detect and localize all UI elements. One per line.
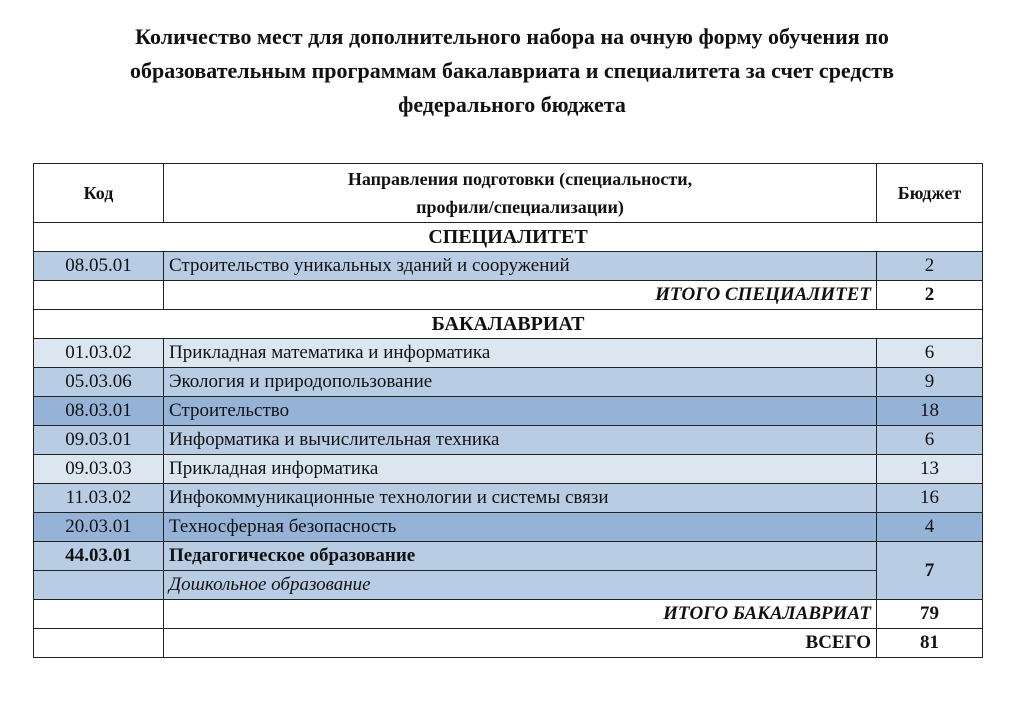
section-row-specialitet — [34, 223, 983, 252]
section-label-specialitet: СПЕЦИАЛИТЕТ — [34, 223, 983, 252]
title-line-2: образовательным программам бакалавриата и специалитета за счет средств — [129, 58, 894, 83]
title-line-3: федерального бюджета — [398, 92, 626, 117]
grand-total-value: 81 — [877, 629, 983, 658]
section-row-bakalavriat — [34, 310, 983, 339]
title-line-1: Количество мест для дополнительного набора на очную форму обучения по — [135, 24, 889, 49]
total-label-bakalavriat: ИТОГО БАКАЛАВРИАТ — [164, 600, 877, 629]
table-row — [34, 368, 983, 397]
row-code: 09.03.03 — [34, 455, 164, 484]
table-row-pedagogy-profile — [34, 571, 983, 600]
row-budget: 13 — [877, 455, 983, 484]
table-row — [34, 426, 983, 455]
table-row — [34, 455, 983, 484]
row-name: Строительство — [164, 397, 877, 426]
row-budget: 7 — [877, 542, 983, 600]
total-value-bakalavriat: 79 — [877, 600, 983, 629]
grand-total-row — [34, 629, 983, 658]
row-budget: 6 — [877, 426, 983, 455]
total-spacer — [34, 281, 164, 310]
row-code: 20.03.01 — [34, 513, 164, 542]
table-header-row — [34, 164, 983, 223]
row-name: Техносферная безопасность — [164, 513, 877, 542]
table-row — [34, 252, 983, 281]
total-value-specialitet: 2 — [877, 281, 983, 310]
section-label-bakalavriat: БАКАЛАВРИАТ — [34, 310, 983, 339]
table-row — [34, 397, 983, 426]
row-budget: 2 — [877, 252, 983, 281]
row-name: Информатика и вычислительная техника — [164, 426, 877, 455]
grand-total-label: ВСЕГО — [164, 629, 877, 658]
row-name: Педагогическое образование — [164, 542, 877, 571]
row-code: 11.03.02 — [34, 484, 164, 513]
total-spacer — [34, 600, 164, 629]
page-title — [20, 20, 1004, 122]
total-row-bakalavriat — [34, 600, 983, 629]
admission-table — [33, 163, 983, 658]
row-name: Строительство уникальных зданий и сооружений — [164, 252, 877, 281]
row-code: 05.03.06 — [34, 368, 164, 397]
header-budget: Бюджет — [877, 164, 983, 223]
row-profile: Дошкольное образование — [164, 571, 877, 600]
table-row-pedagogy — [34, 542, 983, 571]
row-budget: 9 — [877, 368, 983, 397]
row-name: Прикладная информатика — [164, 455, 877, 484]
row-code-empty — [34, 571, 164, 600]
row-budget: 18 — [877, 397, 983, 426]
row-budget: 4 — [877, 513, 983, 542]
row-code: 44.03.01 — [34, 542, 164, 571]
header-code: Код — [34, 164, 164, 223]
table-row — [34, 484, 983, 513]
row-name: Прикладная математика и информатика — [164, 339, 877, 368]
row-budget: 6 — [877, 339, 983, 368]
table-row — [34, 513, 983, 542]
row-code: 09.03.01 — [34, 426, 164, 455]
row-code: 08.03.01 — [34, 397, 164, 426]
header-direction-line-2: профили/специализации) — [416, 197, 624, 217]
row-code: 08.05.01 — [34, 252, 164, 281]
row-name: Экология и природопользование — [164, 368, 877, 397]
total-row-specialitet — [34, 281, 983, 310]
header-direction — [164, 164, 877, 223]
total-spacer — [34, 629, 164, 658]
row-name: Инфокоммуникационные технологии и системы связи — [164, 484, 877, 513]
total-label-specialitet: ИТОГО СПЕЦИАЛИТЕТ — [164, 281, 877, 310]
row-code: 01.03.02 — [34, 339, 164, 368]
row-budget: 16 — [877, 484, 983, 513]
table-row — [34, 339, 983, 368]
header-direction-line-1: Направления подготовки (специальности, — [347, 169, 693, 189]
